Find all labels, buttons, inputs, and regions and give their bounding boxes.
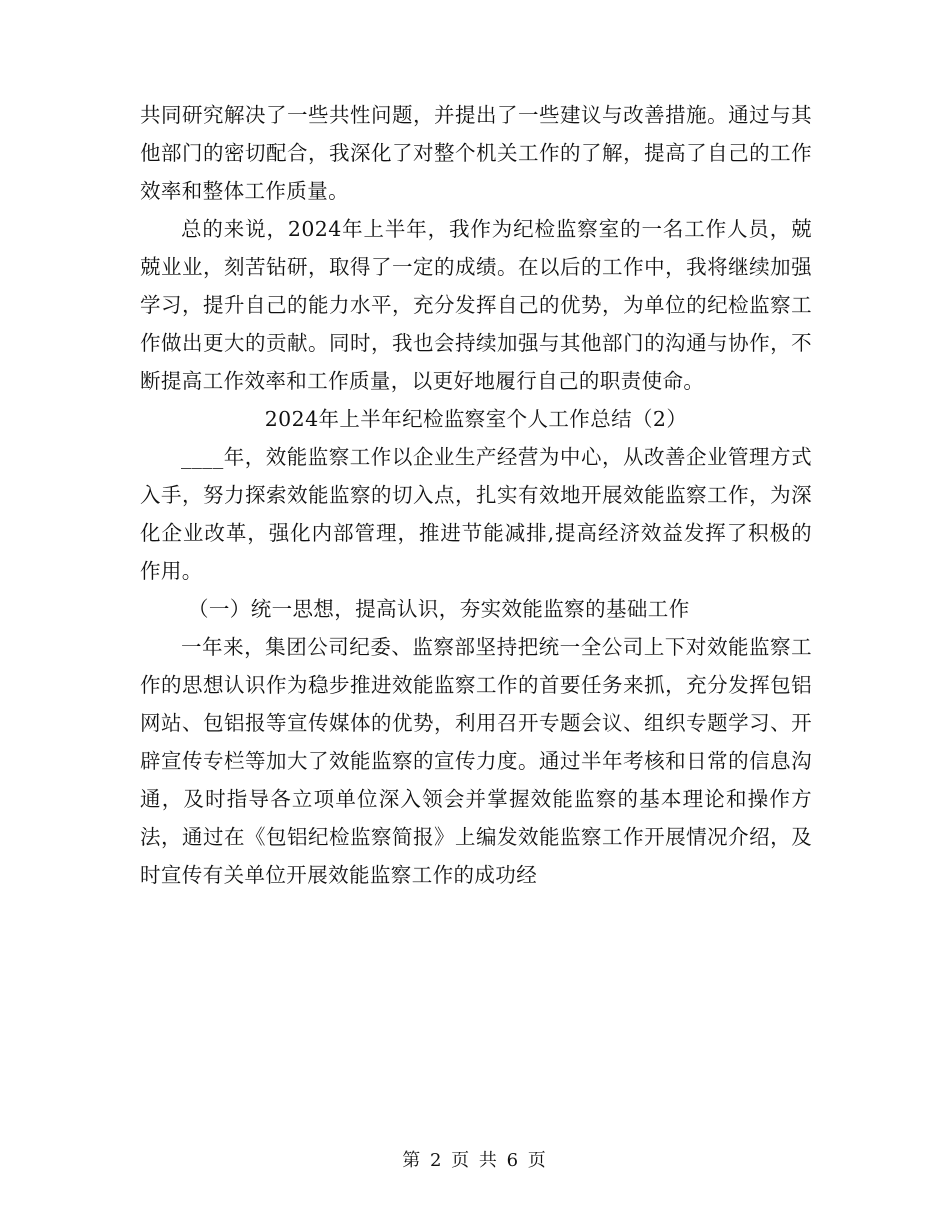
paragraph-intro: ____年，效能监察工作以企业生产经营为中心，从改善企业管理方式入手，努力探索效能监察的切入点，扎实有效地开展效能监察工作，为深化企业改革，强化内部管理，推进节能减排,提高经济效益发挥了积极的作用。 xyxy=(140,445,812,583)
paragraph-body: 一年来，集团公司纪委、监察部坚持把统一全公司上下对效能监察工作的思想认识作为稳步推进效能监察工作的首要任务来抓，充分发挥包铝网站、包铝报等宣传媒体的优势，利用召开专题会议、组织专题学习、开辟宣传专栏等加大了效能监察的宣传力度。通过半年考核和日常的信息沟通，及时指导各立项单位深入领会并掌握效能监察的基本理论和操作方法，通过在《包铝纪检监察简报》上编发效能监察工作开展情况介绍，及时宣传有关单位开展效能监察工作的成功经 xyxy=(140,635,812,887)
section-title: 2024年上半年纪检监察室个人工作总结（2） xyxy=(264,407,688,431)
page-footer: 第 2 页 共 6 页 xyxy=(402,1150,548,1171)
document-page xyxy=(140,96,812,894)
paragraph-summary: 总的来说，2024年上半年，我作为纪检监察室的一名工作人员，兢兢业业，刻苦钻研，取得了一定的成绩。在以后的工作中，我将继续加强学习，提升自己的能力水平，充分发挥自己的优势，为单位的纪检监察工作做出更大的贡献。同时，我也会持续加强与其他部门的沟通与协作，不断提高工作效率和工作质量，以更好地履行自己的职责使命。 xyxy=(140,217,812,393)
paragraph-continued: 共同研究解决了一些共性问题，并提出了一些建议与改善措施。通过与其他部门的密切配合，我深化了对整个机关工作的了解，提高了自己的工作效率和整体工作质量。 xyxy=(140,103,812,203)
subheading-1: （一）统一思想，提高认识，夯实效能监察的基础工作 xyxy=(188,597,690,621)
